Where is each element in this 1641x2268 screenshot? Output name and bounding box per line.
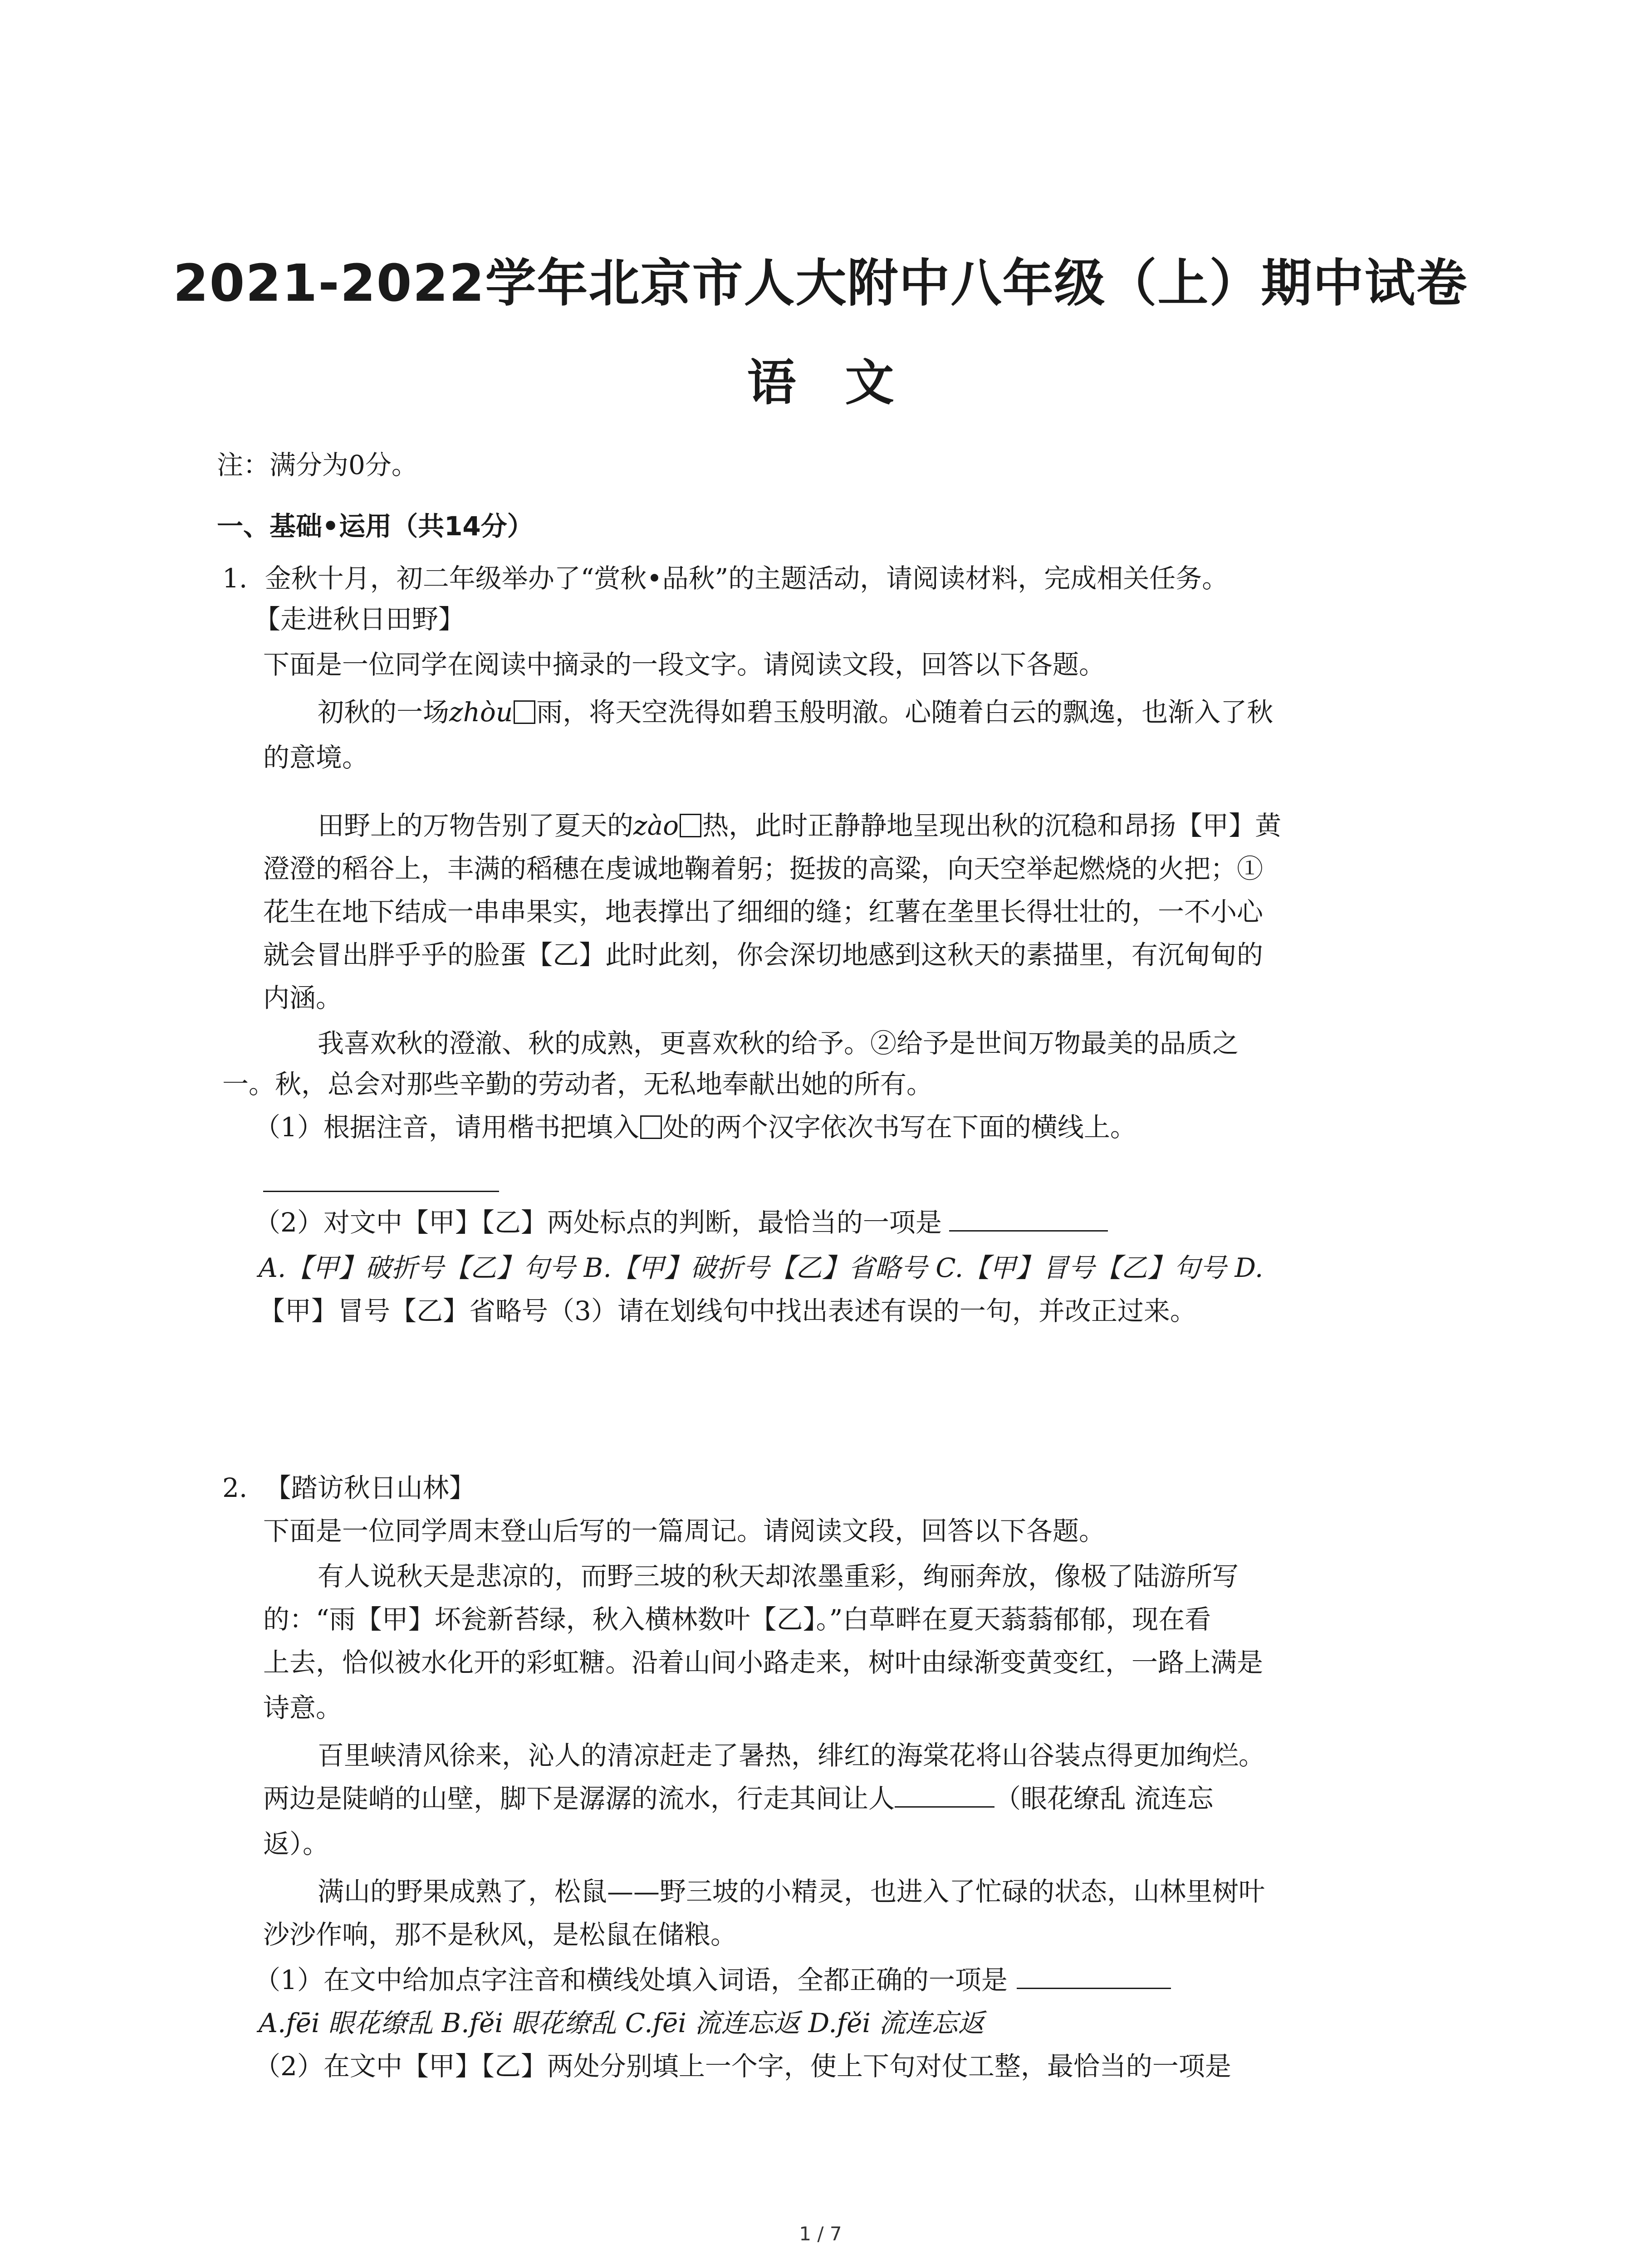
score-note: 注：满分为0分。 (217, 450, 418, 480)
subquestion-text: （1）根据注音，请用楷书把填入 (254, 1112, 639, 1143)
exam-subject: 语 文 (747, 355, 894, 411)
passage-text: 田野上的万物告别了夏天的 (318, 810, 634, 841)
subquestion-1 (254, 1960, 1171, 2000)
question-subtitle: 【踏访秋日山林】 (265, 1472, 475, 1503)
subquestion-text: （1）在文中给加点字注音和横线处填入词语，全都正确的一项是 (254, 1965, 1008, 1995)
subquestion-text: 处的两个汉字依次书写在下面的横线上。 (662, 1112, 1136, 1143)
page-number: 1 / 7 (799, 2223, 842, 2245)
subquestion-text: （2）对文中【甲】【乙】两处标点的判断，最恰当的一项是 (254, 1207, 942, 1238)
subquestion-2 (254, 1202, 1108, 1243)
answer-blank[interactable] (1017, 1962, 1171, 1989)
answer-options: A.fēi 眼花缭乱 B.fěi 眼花缭乱 C.fēi 流连忘返 D.fěi 流连忘返 (259, 2008, 985, 2038)
question-2-header (222, 1467, 475, 1508)
blank-box (680, 814, 701, 837)
passage-line: 诗意。 (263, 1692, 343, 1723)
exam-title: 2021-2022学年北京市人大附中八年级（上）期中试卷 (173, 254, 1468, 313)
passage-2-line: 澄澄的稻谷上，丰满的稻穗在虔诚地鞠着躬；挺拔的高粱，向天空举起燃烧的火把；① (263, 853, 1264, 884)
subquestion-1 (254, 1107, 1136, 1148)
passage-line: 的：“雨【甲】坏瓮新苔绿，秋入横林数叶【乙】。”白草畔在夏天蓊蓊郁郁，现在看 (263, 1604, 1211, 1635)
passage-3-line: 一。秋，总会对那些辛勤的劳动者，无私地奉献出她的所有。 (222, 1069, 933, 1100)
passage-3-line: 我喜欢秋的澄澈、秋的成熟，更喜欢秋的给予。②给予是世间万物最美的品质之 (318, 1028, 1239, 1059)
fill-blank[interactable] (895, 1781, 994, 1808)
passage-line: 沙沙作响，那不是秋风，是松鼠在储粮。 (263, 1919, 737, 1950)
blank-box (640, 1115, 662, 1139)
passage-line: 上去，恰似被水化开的彩虹糖。沿着山间小路走来，树叶由绿渐变黄变红，一路上满是 (263, 1647, 1264, 1678)
passage-line: 返）。 (263, 1828, 329, 1859)
passage-text: 雨，将天空洗得如碧玉般明澈。心随着白云的飘逸，也渐入了秋 (536, 697, 1274, 728)
blank-box (514, 700, 535, 724)
answer-blank[interactable] (949, 1205, 1108, 1232)
passage-1-line (318, 692, 1273, 733)
answer-line[interactable] (263, 1191, 499, 1192)
passage-line: 满山的野果成熟了，松鼠——野三坡的小精灵，也进入了忙碌的状态，山林里树叶 (318, 1876, 1265, 1907)
passage-2-line (318, 805, 1281, 846)
passage-line (263, 1778, 1213, 1819)
passage-2-line: 内涵。 (263, 982, 343, 1013)
passage-text: 热，此时正静静地呈现出秋的沉稳和昂扬【甲】黄 (702, 810, 1282, 841)
passage-text: 初秋的一场 (318, 697, 450, 728)
question-2-instruction: 下面是一位同学周末登山后写的一篇周记。请阅读文段，回答以下各题。 (263, 1515, 1106, 1546)
passage-line: 有人说秋天是悲凉的，而野三坡的秋天却浓墨重彩，绚丽奔放，像极了陆游所写 (318, 1561, 1239, 1592)
passage-2-line: 花生在地下结成一串串果实，地表撑出了细细的缝；红薯在垄里长得壮壮的，一不小心 (263, 896, 1264, 927)
question-1-intro (222, 558, 1228, 599)
passage-text: 两边是陡峭的山壁，脚下是潺潺的流水，行走其间让人 (263, 1783, 895, 1814)
passage-2-line: 就会冒出胖乎乎的脸蛋【乙】此时此刻，你会深切地感到这秋天的素描里，有沉甸甸的 (263, 939, 1264, 970)
answer-options: A.【甲】破折号【乙】句号 B.【甲】破折号【乙】省略号 C.【甲】冒号【乙】句号 D. (259, 1252, 1264, 1283)
question-text: 金秋十月，初二年级举办了“赏秋•品秋”的主题活动，请阅读材料，完成相关任务。 (265, 563, 1229, 594)
section-heading: 一、基础•运用（共14分） (217, 511, 534, 542)
passage-line: 百里峡清风徐来，沁人的清凉赶走了暑热，绯红的海棠花将山谷装点得更加绚烂。 (318, 1740, 1265, 1771)
pinyin-annotation: zào (633, 810, 679, 841)
question-number: 1. (222, 563, 248, 594)
answer-options-cont: 【甲】冒号【乙】省略号（3）请在划线句中找出表述有误的一句，并改正过来。 (259, 1295, 1196, 1326)
passage-1-line: 的意境。 (263, 742, 369, 773)
question-number: 2. (222, 1472, 248, 1503)
passage-text: （眼花缭乱 流连忘 (994, 1783, 1214, 1814)
subquestion-2: （2）在文中【甲】【乙】两处分别填上一个字，使上下句对仗工整，最恰当的一项是 (254, 2051, 1231, 2082)
pinyin-annotation: zhòu (449, 697, 513, 728)
question-1-subtitle: 【走进秋日田野】 (254, 604, 465, 635)
question-1-instruction: 下面是一位同学在阅读中摘录的一段文字。请阅读文段，回答以下各题。 (263, 649, 1106, 680)
